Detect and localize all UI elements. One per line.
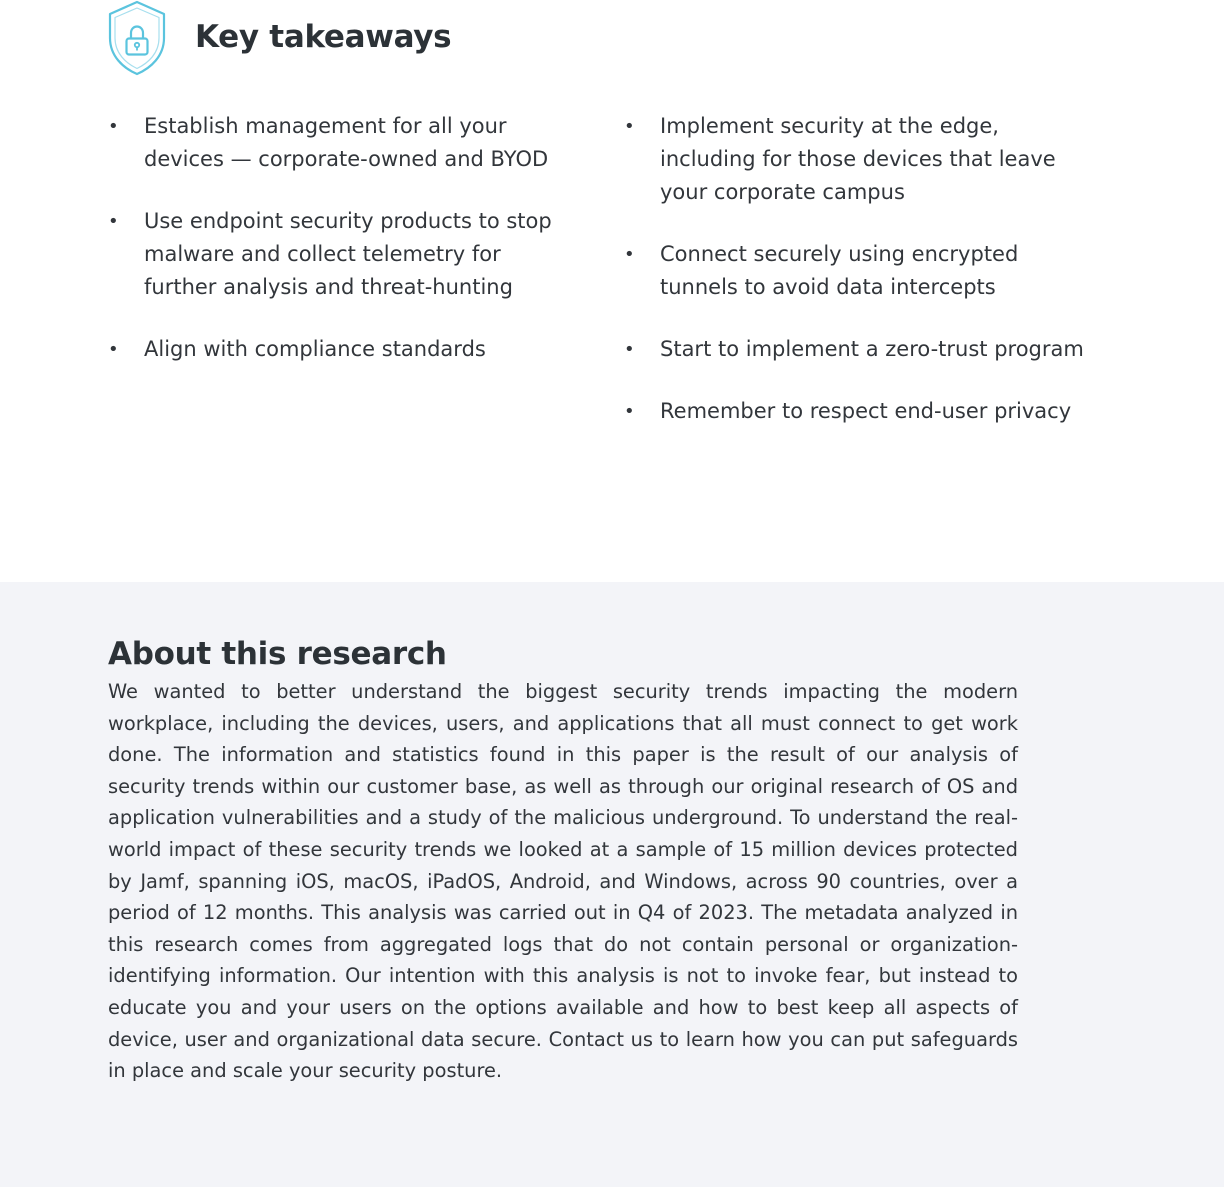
takeaway-text: Implement security at the edge, including for those devices that leave your corporate campus: [660, 114, 1056, 204]
list-item: [624, 333, 1094, 366]
list-item: [108, 333, 578, 366]
takeaway-text: Use endpoint security products to stop malware and collect telemetry for further analysis and threat-hunting: [144, 209, 552, 299]
list-item: [624, 110, 1094, 209]
takeaways-list-left: [108, 110, 578, 395]
bullet: •: [108, 339, 119, 360]
list-item: [624, 238, 1094, 304]
bullet: •: [624, 244, 635, 265]
takeaway-text: Remember to respect end-user privacy: [660, 399, 1072, 423]
list-item: [108, 205, 578, 304]
bullet: •: [108, 116, 119, 137]
takeaway-text: Align with compliance standards: [144, 337, 486, 361]
bullet: •: [624, 116, 635, 137]
takeaway-text: Connect securely using encrypted tunnels to avoid data intercepts: [660, 242, 1019, 299]
takeaway-text: Establish management for all your devices — corporate-owned and BYOD: [144, 114, 549, 171]
shield-lock-icon: [106, 0, 168, 76]
key-takeaways-title: Key takeaways: [195, 19, 452, 55]
bullet: •: [624, 401, 635, 422]
about-research-section: [0, 582, 1224, 1187]
bullet: •: [624, 339, 635, 360]
key-takeaways-section: [0, 0, 1224, 582]
about-title: About this research: [108, 636, 447, 672]
key-takeaways-header: [106, 0, 168, 76]
about-body: We wanted to better understand the biggest security trends impacting the modern workplace, including the devices, users, and applications that all must connect to get work done. The information and statistics found in this paper is the result of our analysis of security trends within our customer base, as well as through our original research of OS and application vulnerabilities and a study of the malicious underground. To understand the real-world impact of these security trends we looked at a sample of 15 million devices protected by Jamf, spanning iOS, macOS, iPadOS, Android, and Windows, across 90 countries, over a period of 12 months. This analysis was carried out in Q4 of 2023. The metadata analyzed in this research comes from aggregated logs that do not contain personal or organization-identifying information. Our intention with this analysis is not to invoke fear, but instead to educate you and your users on the options available and how to best keep all aspects of device, user and organizational data secure. Contact us to learn how you can put safeguards in place and scale your security posture.: [108, 680, 1018, 1083]
takeaway-text: Start to implement a zero-trust program: [660, 337, 1084, 361]
bullet: •: [108, 211, 119, 232]
list-item: [624, 395, 1094, 428]
takeaways-list-right: [624, 110, 1094, 457]
list-item: [108, 110, 578, 176]
